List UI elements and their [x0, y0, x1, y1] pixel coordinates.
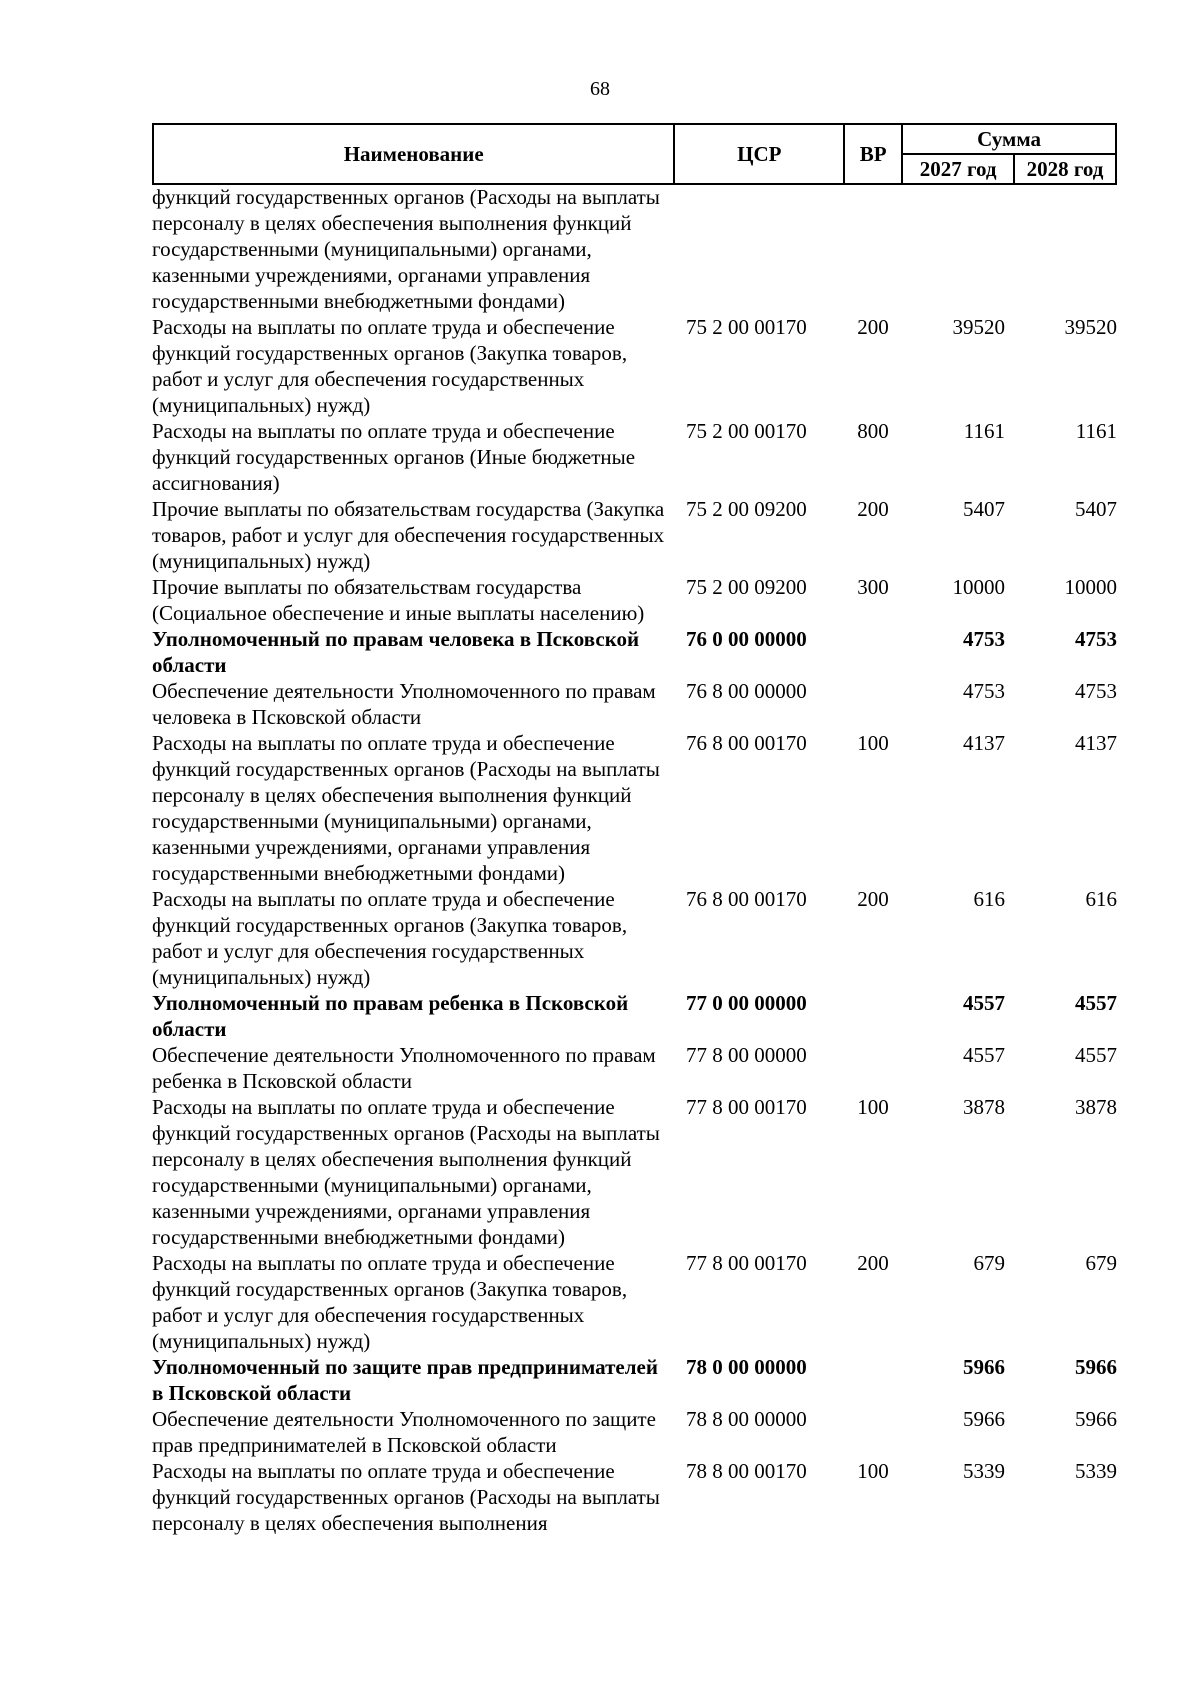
row-name: Расходы на выплаты по оплате труда и обеспечение функций государственных органов (Закупка товаров, работ и услуг для обеспечения государственных (муниципальных) нужд): [152, 315, 628, 417]
row-2028: 5966: [1075, 1407, 1117, 1431]
header-year-2027: 2027 год: [902, 154, 1014, 184]
row-name: Уполномоченный по защите прав предпринимателей в Псковской области: [152, 1355, 658, 1405]
row-2028: 4753: [1075, 679, 1117, 703]
table-row: [152, 314, 1117, 418]
row-2028: [1017, 184, 1117, 314]
row-2027: [900, 184, 1017, 314]
section-row: [152, 626, 1117, 678]
row-2027: 4753: [963, 679, 1005, 703]
row-name: Прочие выплаты по обязательствам государства (Закупка товаров, работ и услуг для обеспечения государственных (муниципальных) нужд): [152, 497, 665, 573]
row-2028: 4557: [1075, 991, 1117, 1015]
table-row: [152, 1042, 1117, 1094]
row-2028: 4557: [1075, 1043, 1117, 1067]
row-vr: [846, 990, 900, 1042]
row-2027: 10000: [952, 575, 1005, 599]
row-name: Расходы на выплаты по оплате труда и обеспечение функций государственных органов (Закупка товаров, работ и услуг для обеспечения государственных (муниципальных) нужд): [152, 887, 628, 989]
row-name: Уполномоченный по правам человека в Псковской области: [152, 627, 640, 677]
row-2028: 5966: [1075, 1355, 1117, 1379]
row-csr: 77 8 00 00000: [686, 1043, 807, 1067]
section-row: [152, 1354, 1117, 1406]
row-name: Обеспечение деятельности Уполномоченного по правам ребенка в Псковской области: [152, 1043, 656, 1093]
row-csr: 77 0 00 00000: [686, 991, 807, 1015]
row-2028: 616: [1085, 887, 1117, 911]
row-name: Расходы на выплаты по оплате труда и обеспечение функций государственных органов (Расходы на выплаты персоналу в целях обеспечения выполнения функций государственными (муниципальными) органами, казенными учреждениями, органами управления государственными внебюджетными фондами): [152, 1095, 660, 1249]
table-header: [152, 123, 1117, 185]
row-2027: 4557: [963, 1043, 1005, 1067]
row-2027: 5966: [963, 1355, 1005, 1379]
row-vr: 200: [857, 497, 889, 521]
row-2027: 3878: [963, 1095, 1005, 1119]
row-csr: 76 0 00 00000: [686, 627, 807, 651]
row-vr: [846, 184, 900, 314]
table-row: [152, 730, 1117, 886]
row-vr: 200: [857, 315, 889, 339]
row-2028: 10000: [1064, 575, 1117, 599]
row-vr: 200: [857, 887, 889, 911]
table-row: [152, 1094, 1117, 1250]
row-2027: 616: [973, 887, 1005, 911]
row-vr: 300: [857, 575, 889, 599]
row-vr: [846, 626, 900, 678]
header-csr: ЦСР: [674, 124, 844, 184]
row-name: Расходы на выплаты по оплате труда и обеспечение функций государственных органов (Закупка товаров, работ и услуг для обеспечения государственных (муниципальных) нужд): [152, 1251, 628, 1353]
table-row: [152, 1458, 1117, 1536]
row-2027: 4753: [963, 627, 1005, 651]
row-2027: 679: [973, 1251, 1005, 1275]
table-row: [152, 1406, 1117, 1458]
row-2028: 1161: [1075, 419, 1117, 443]
row-2028: 4753: [1075, 627, 1117, 651]
row-2027: 5407: [963, 497, 1005, 521]
row-vr: [846, 1042, 900, 1094]
row-csr: 78 0 00 00000: [686, 1355, 807, 1379]
row-vr: 100: [857, 1459, 889, 1483]
row-name: Обеспечение деятельности Уполномоченного по правам человека в Псковской области: [152, 679, 656, 729]
table-row: [152, 418, 1117, 496]
row-vr: [846, 1354, 900, 1406]
row-csr: 75 2 00 00170: [686, 315, 807, 339]
row-2027: 5339: [963, 1459, 1005, 1483]
row-name: Расходы на выплаты по оплате труда и обеспечение функций государственных органов (Расходы на выплаты персоналу в целях обеспечения выполнения: [152, 1459, 660, 1535]
row-vr: [846, 1406, 900, 1458]
table-row: [152, 678, 1117, 730]
row-vr: 100: [857, 731, 889, 755]
row-name: Обеспечение деятельности Уполномоченного по защите прав предпринимателей в Псковской области: [152, 1407, 656, 1457]
row-2027: 39520: [952, 315, 1005, 339]
row-csr: 77 8 00 00170: [686, 1251, 807, 1275]
section-row: [152, 990, 1117, 1042]
row-csr: 77 8 00 00170: [686, 1095, 807, 1119]
row-2028: 39520: [1064, 315, 1117, 339]
table-row: [152, 574, 1117, 626]
row-2027: 5966: [963, 1407, 1005, 1431]
table-row: [152, 184, 1117, 314]
header-vr: ВР: [844, 124, 902, 184]
row-vr: 100: [857, 1095, 889, 1119]
row-csr: 78 8 00 00170: [686, 1459, 807, 1483]
header-year-2028: 2028 год: [1014, 154, 1116, 184]
table-row: [152, 1250, 1117, 1354]
row-csr: 78 8 00 00000: [686, 1407, 807, 1431]
budget-table-body: [152, 184, 1117, 1536]
row-name: Расходы на выплаты по оплате труда и обеспечение функций государственных органов (Расходы на выплаты персоналу в целях обеспечения выполнения функций государственными (муниципальными) органами, казенными учреждениями, органами управления государственными внебюджетными фондами): [152, 731, 660, 885]
row-2028: 3878: [1075, 1095, 1117, 1119]
row-2028: 5407: [1075, 497, 1117, 521]
header-sum: Сумма: [902, 124, 1116, 154]
row-name: Прочие выплаты по обязательствам государства (Социальное обеспечение и иные выплаты населению): [152, 575, 645, 625]
row-vr: [846, 678, 900, 730]
row-csr: 76 8 00 00170: [686, 731, 807, 755]
page-number: 68: [590, 78, 610, 100]
row-2028: 4137: [1075, 731, 1117, 755]
row-vr: 200: [857, 1251, 889, 1275]
budget-table: [152, 184, 1117, 1536]
row-vr: 800: [857, 419, 889, 443]
row-2028: 5339: [1075, 1459, 1117, 1483]
row-csr: 75 2 00 09200: [686, 497, 807, 521]
row-2027: 1161: [963, 419, 1005, 443]
row-csr: [676, 184, 846, 314]
row-2027: 4137: [963, 731, 1005, 755]
row-name: Расходы на выплаты по оплате труда и обеспечение функций государственных органов (Иные бюджетные ассигнования): [152, 419, 636, 495]
header-name: Наименование: [153, 124, 674, 184]
row-name: функций государственных органов (Расходы на выплаты персоналу в целях обеспечения выполнения функций государственными (муниципальными) органами, казенными учреждениями, органами управления государственными внебюджетными фондами): [152, 185, 660, 313]
row-2027: 4557: [963, 991, 1005, 1015]
row-csr: 76 8 00 00000: [686, 679, 807, 703]
table-row: [152, 886, 1117, 990]
table-row: [152, 496, 1117, 574]
row-name: Уполномоченный по правам ребенка в Псковской области: [152, 991, 629, 1041]
row-csr: 75 2 00 00170: [686, 419, 807, 443]
row-2028: 679: [1085, 1251, 1117, 1275]
row-csr: 76 8 00 00170: [686, 887, 807, 911]
row-csr: 75 2 00 09200: [686, 575, 807, 599]
